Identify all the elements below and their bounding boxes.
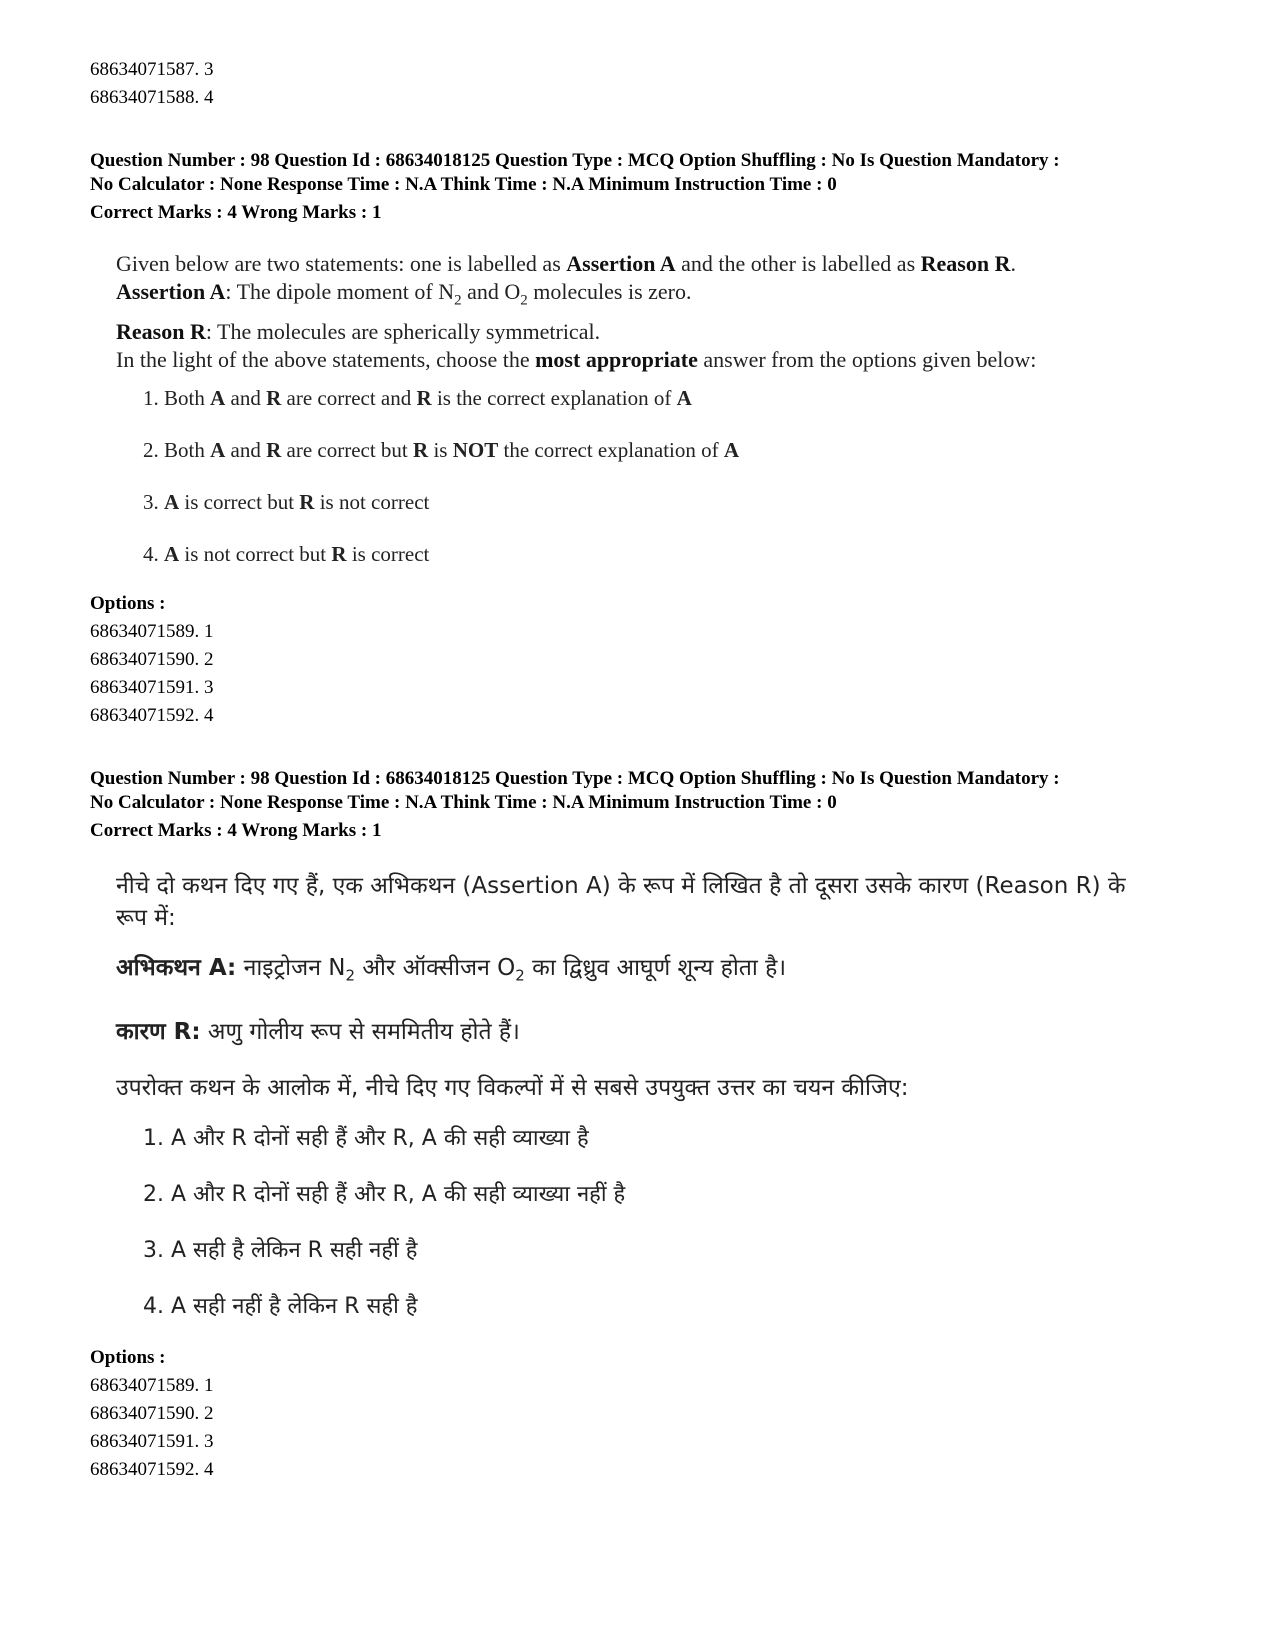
option-line: 68634071591. 3 [90,677,214,698]
options-list [90,590,214,730]
option-line: 68634071587. 3 [90,59,214,80]
question-intro: Given below are two statements: one is labelled as Assertion A and the other is labelled as Reason R. [116,251,1016,276]
reason-line: कारण R: अणु गोलीय रूप से सममितीय होते हैं। [116,1018,520,1045]
meta-line: Question Number : 98 Question Id : 68634018125 Question Type : MCQ Option Shuffling : No Is Question Mandatory : [90,768,1060,789]
answer-choice-4: 4. A is not correct but R is correct [143,542,430,566]
marks-line: Correct Marks : 4 Wrong Marks : 1 [90,820,382,841]
meta-line: No Calculator : None Response Time : N.A Think Time : N.A Minimum Instruction Time : 0 [90,792,837,813]
marks-line: Correct Marks : 4 Wrong Marks : 1 [90,202,382,223]
options-label: Options : [90,1347,166,1368]
previous-options-list [90,56,214,112]
answer-choice-4: 4. A सही नहीं है लेकिन R सही है [143,1294,418,1319]
answer-choice-1: 1. Both A and R are correct and R is the correct explanation of A [143,386,692,410]
answer-choice-2: 2. A और R दोनों सही हैं और R, A की सही व्याख्या नहीं है [143,1182,626,1207]
option-line: 68634071592. 4 [90,705,214,726]
answer-choice-3: 3. A सही है लेकिन R सही नहीं है [143,1238,418,1263]
question-meta-hindi [90,767,1200,843]
option-line: 68634071589. 1 [90,1375,214,1396]
question-statement-hindi [116,870,1136,1104]
instruction-line: In the light of the above statements, choose the most appropriate answer from the options given below: [116,347,1037,373]
option-line: 68634071589. 1 [90,621,214,642]
options-label: Options : [90,593,166,614]
answer-choice-3: 3. A is correct but R is not correct [143,490,430,514]
instruction-line: उपरोक्त कथन के आलोक में, नीचे दिए गए विकल्पों में से सबसे उपयुक्त उत्तर का चयन कीजिए: [116,1074,909,1101]
option-line: 68634071590. 2 [90,649,214,670]
question-meta [90,149,1200,225]
reason-line: Reason R: The molecules are spherically symmetrical. [116,319,601,345]
meta-line: No Calculator : None Response Time : N.A Think Time : N.A Minimum Instruction Time : 0 [90,174,837,195]
option-line: 68634071590. 2 [90,1403,214,1424]
option-line: 68634071591. 3 [90,1431,214,1452]
question-statement [116,250,1036,374]
question-intro: नीचे दो कथन दिए गए हैं, एक अभिकथन (Assertion A) के रूप में लिखित है तो दूसरा उसके कारण (Reason R) के रूप में: [116,873,1126,931]
assertion-line: Assertion A: The dipole moment of $N_2$ and $O_2$ molecules is zero. [116,279,692,309]
options-list-hindi [90,1344,214,1484]
option-line: 68634071592. 4 [90,1459,214,1480]
answer-choice-1: 1. A और R दोनों सही हैं और R, A की सही व्याख्या है [143,1126,589,1151]
answer-choice-2: 2. Both A and R are correct but R is NOT the correct explanation of A [143,438,740,462]
meta-line: Question Number : 98 Question Id : 68634018125 Question Type : MCQ Option Shuffling : No Is Question Mandatory : [90,150,1060,171]
option-line: 68634071588. 4 [90,87,214,108]
assertion-line: अभिकथन A: नाइट्रोजन $N_2$ और ऑक्सीजन $O_2$ का द्विध्रुव आघूर्ण शून्य होता है। [116,955,787,985]
